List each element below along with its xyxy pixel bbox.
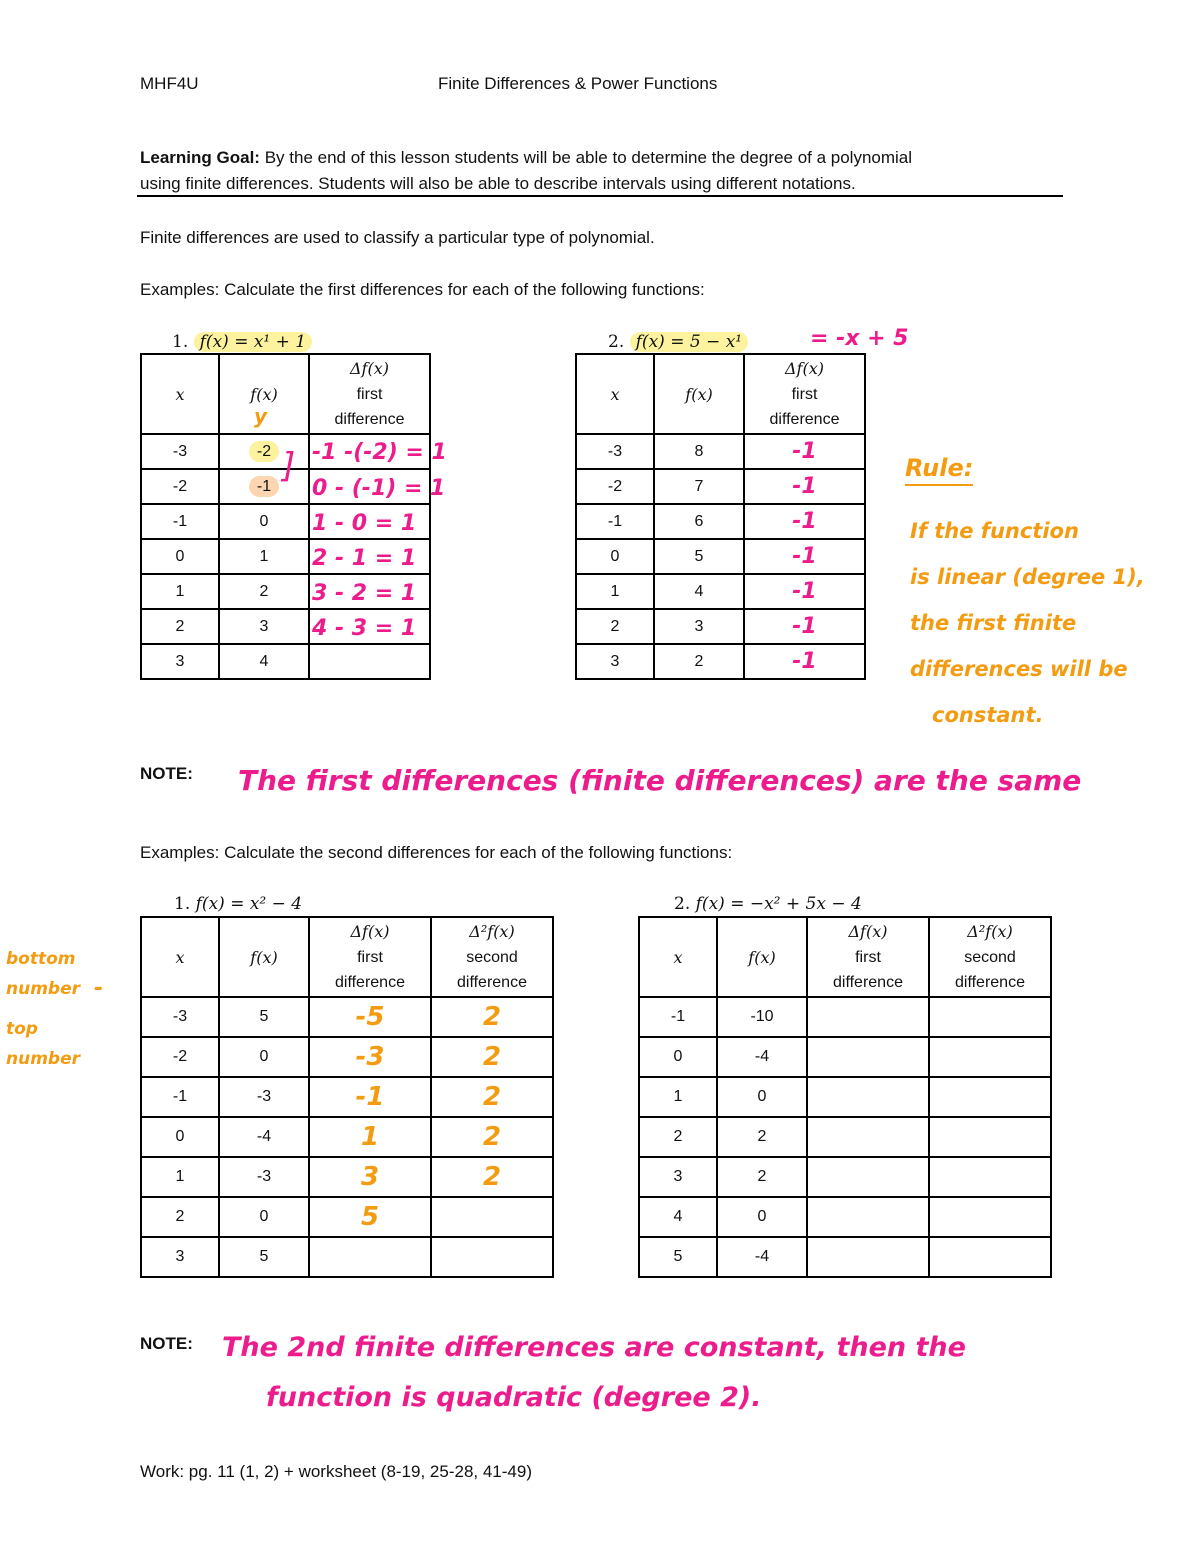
cell-x: 2: [639, 1117, 717, 1157]
table-row: [141, 1237, 553, 1277]
cell-x: -3: [141, 997, 219, 1037]
table2-head-x: x: [576, 354, 654, 434]
cell-d1: [807, 1077, 929, 1117]
side-note: [6, 944, 104, 1074]
table1-head-d1-a: first: [356, 386, 383, 403]
handwritten-diff: 4 - 3 = 1: [312, 616, 417, 641]
cell-x: -1: [141, 1077, 219, 1117]
cell-d1: -1: [744, 539, 865, 574]
table3-equation: f(x) = x² − 4: [195, 894, 303, 914]
cell-d1: [807, 1237, 929, 1277]
cell-x: 0: [576, 539, 654, 574]
examples-second-prompt: Examples: Calculate the second differences for each of the following functions:: [140, 843, 733, 862]
cell-x: -2: [141, 1037, 219, 1077]
table4-equation: f(x) = −x² + 5x − 4: [695, 894, 862, 914]
table4-head-d2: [929, 917, 1051, 997]
handwritten-diff: 3 - 2 = 1: [312, 581, 417, 606]
cell-x: 1: [141, 1157, 219, 1197]
side-note-line: top: [6, 1019, 38, 1039]
cell-x: 0: [639, 1037, 717, 1077]
rule-text: [910, 508, 1190, 738]
table2-equation: f(x) = 5 − x¹: [630, 332, 748, 352]
table3-head-d1-a: first: [357, 949, 383, 966]
table2-head-d1-symbol: Δf(x): [785, 359, 824, 378]
table4-head-d1-symbol: Δf(x): [848, 922, 888, 941]
cell-d1: -1: [744, 574, 865, 609]
table4-head-d2-b: difference: [955, 974, 1025, 991]
cell-d1: [807, 1117, 929, 1157]
cell-d1: 3: [309, 1157, 431, 1197]
cell-x: -2: [141, 469, 219, 504]
cell-fx-value: -1: [249, 476, 279, 497]
cell-d1: -3: [309, 1037, 431, 1077]
intro-text: Finite differences are used to classify a particular type of polynomial.: [140, 228, 655, 247]
cell-d2: [929, 997, 1051, 1037]
table-row: [639, 1157, 1051, 1197]
cell-x: 3: [141, 644, 219, 679]
table-row: [639, 997, 1051, 1037]
cell-x: 2: [141, 609, 219, 644]
table4-head-d2-a: second: [964, 949, 1016, 966]
table3-title: [174, 894, 302, 914]
cell-fx: 5: [219, 997, 309, 1037]
cell-d1: -1: [744, 644, 865, 679]
table-row: [141, 644, 430, 679]
cell-x: -1: [141, 504, 219, 539]
cell-x: 3: [141, 1237, 219, 1277]
cell-d1: 5: [309, 1197, 431, 1237]
table2-first-differences: [575, 353, 866, 680]
cell-fx: 2: [717, 1117, 807, 1157]
cell-d2: [929, 1157, 1051, 1197]
cell-x: -2: [576, 469, 654, 504]
cell-d2: 2: [431, 1157, 553, 1197]
cell-fx: 1: [219, 539, 309, 574]
learning-goal-line1: By the end of this lesson students will be able to determine the degree of a polynomial: [264, 148, 913, 167]
table-row: [639, 1237, 1051, 1277]
cell-x: 3: [639, 1157, 717, 1197]
table1-head-d1-b: difference: [334, 411, 405, 428]
table4-number: 2.: [674, 894, 691, 914]
cell-fx: 0: [717, 1077, 807, 1117]
cell-d2: 2: [431, 1037, 553, 1077]
table1-head-x: x: [141, 354, 219, 434]
cell-d1: [807, 1197, 929, 1237]
table-row: [639, 1037, 1051, 1077]
note1-handwriting: The first differences (finite differences) are the same: [238, 764, 1082, 797]
cell-d2: [431, 1237, 553, 1277]
cell-x: 2: [141, 1197, 219, 1237]
table3-number: 1.: [174, 894, 191, 914]
cell-fx: -3: [219, 1157, 309, 1197]
table4-head-d1: [807, 917, 929, 997]
cell-d2: [929, 1077, 1051, 1117]
table-row: [639, 1197, 1051, 1237]
handwritten-diff: -1 -(-2) = 1: [312, 440, 447, 465]
table-row: [141, 1037, 553, 1077]
cell-fx: 5: [654, 539, 744, 574]
cell-fx: 0: [717, 1197, 807, 1237]
table4-head-d2-symbol: Δ²f(x): [967, 922, 1013, 941]
note2-label: NOTE:: [140, 1334, 193, 1353]
cell-d2: [929, 1117, 1051, 1157]
cell-fx: 0: [219, 504, 309, 539]
table-row: [576, 469, 865, 504]
course-code: MHF4U: [140, 74, 199, 93]
table3-head-d1-symbol: Δf(x): [350, 922, 390, 941]
table1-equation: f(x) = x¹ + 1: [194, 332, 312, 352]
table3-head-d2-symbol: Δ²f(x): [469, 922, 515, 941]
table-row: [141, 1197, 553, 1237]
rule-line: differences will be: [910, 657, 1128, 681]
cell-fx: 0: [219, 1197, 309, 1237]
note1-label: NOTE:: [140, 764, 193, 783]
table2-head-d1-b: difference: [769, 411, 840, 428]
cell-x: 5: [639, 1237, 717, 1277]
cell-d1: [807, 1037, 929, 1077]
table-row: [576, 644, 865, 679]
cell-fx: 3: [654, 609, 744, 644]
cell-d1: -1: [744, 504, 865, 539]
cell-x: 4: [639, 1197, 717, 1237]
cell-d2: [431, 1197, 553, 1237]
table4-head-d1-b: difference: [833, 974, 903, 991]
learning-goal-label: Learning Goal:: [140, 148, 260, 167]
cell-fx: [219, 434, 309, 469]
handwritten-y-label: y: [254, 404, 268, 428]
table3-head-d1-b: difference: [335, 974, 405, 991]
table1-number: 1.: [172, 332, 189, 352]
table3-head-d2-a: second: [466, 949, 518, 966]
cell-d1: 1: [309, 1117, 431, 1157]
cell-fx: 2: [219, 574, 309, 609]
table2-number: 2.: [608, 332, 625, 352]
cell-d1: [309, 644, 430, 679]
handwritten-diff: 1 - 0 = 1: [312, 511, 417, 536]
cell-fx: 6: [654, 504, 744, 539]
table-row: [576, 504, 865, 539]
cell-fx: 4: [219, 644, 309, 679]
cell-d2: 2: [431, 997, 553, 1037]
cell-x: 0: [141, 539, 219, 574]
cell-x: -3: [141, 434, 219, 469]
cell-x: 1: [576, 574, 654, 609]
cell-d1: -1: [309, 1077, 431, 1117]
cell-x: -1: [639, 997, 717, 1037]
table-row: [639, 1077, 1051, 1117]
cell-fx: -4: [219, 1117, 309, 1157]
cell-x: 2: [576, 609, 654, 644]
rule-line: constant.: [932, 703, 1044, 727]
cell-d1: -1: [744, 434, 865, 469]
table1-head-d1: [309, 354, 430, 434]
rule-line: the first finite: [910, 611, 1077, 635]
cell-fx: 3: [219, 609, 309, 644]
table4-head-x: x: [639, 917, 717, 997]
cell-x: 3: [576, 644, 654, 679]
table-row: [576, 539, 865, 574]
work-assignment: Work: pg. 11 (1, 2) + worksheet (8-19, 25-28, 41-49): [140, 1462, 532, 1481]
cell-fx: 5: [219, 1237, 309, 1277]
cell-d2: 2: [431, 1077, 553, 1117]
cell-d2: [929, 1197, 1051, 1237]
table3-head-fx: f(x): [219, 917, 309, 997]
table4-head-fx: f(x): [717, 917, 807, 997]
cell-fx: 2: [717, 1157, 807, 1197]
table4-second-differences: [638, 916, 1052, 1278]
rule-line: is linear (degree 1),: [910, 565, 1145, 589]
table-row: [141, 1077, 553, 1117]
rule-line: If the function: [910, 519, 1079, 543]
cell-x: -3: [576, 434, 654, 469]
cell-fx: 4: [654, 574, 744, 609]
table2-head-d1-a: first: [791, 386, 818, 403]
table3-second-differences: [140, 916, 554, 1278]
cell-x: 0: [141, 1117, 219, 1157]
table-row: [576, 434, 865, 469]
table3-head-x: x: [141, 917, 219, 997]
cell-fx: -10: [717, 997, 807, 1037]
cell-fx-value: -2: [249, 441, 279, 462]
rule-title: Rule:: [905, 454, 973, 486]
cell-d1: -1: [744, 609, 865, 644]
handwritten-rewrite: = -x + 5: [810, 326, 909, 351]
table4-head-d1-a: first: [855, 949, 881, 966]
side-note-line: number: [6, 1049, 81, 1069]
cell-d1: [309, 1237, 431, 1277]
table-row: [639, 1117, 1051, 1157]
table-row: [576, 609, 865, 644]
table2-head-fx: f(x): [654, 354, 744, 434]
learning-goal: [140, 145, 1060, 197]
cell-fx: [219, 469, 309, 504]
table1-head-fx: f(x): [219, 354, 309, 434]
bracket-mark: ]: [282, 446, 296, 486]
table1-head-d1-symbol: Δf(x): [350, 359, 389, 378]
note2-line2: function is quadratic (degree 2).: [266, 1382, 762, 1413]
cell-d2: [929, 1237, 1051, 1277]
cell-d1: [807, 1157, 929, 1197]
cell-fx: -3: [219, 1077, 309, 1117]
table-row: [576, 574, 865, 609]
cell-d1: -1: [744, 469, 865, 504]
cell-d2: [929, 1037, 1051, 1077]
cell-d1: [807, 997, 929, 1037]
cell-fx: 0: [219, 1037, 309, 1077]
page-title: Finite Differences & Power Functions: [438, 74, 718, 93]
divider: [137, 195, 1063, 197]
cell-d1: -5: [309, 997, 431, 1037]
handwritten-diff: 0 - (-1) = 1: [312, 476, 446, 501]
cell-fx: -4: [717, 1037, 807, 1077]
table2-head-d1: [744, 354, 865, 434]
examples-first-prompt: Examples: Calculate the first differences for each of the following functions:: [140, 280, 705, 299]
table3-head-d2: [431, 917, 553, 997]
table-row: [141, 997, 553, 1037]
handwritten-diff: 2 - 1 = 1: [312, 546, 417, 571]
table-row: [141, 1157, 553, 1197]
table4-title: [674, 894, 862, 914]
table-row: [141, 1117, 553, 1157]
cell-fx: 8: [654, 434, 744, 469]
table3-head-d2-b: difference: [457, 974, 527, 991]
side-note-line: bottom: [6, 949, 76, 969]
cell-d2: 2: [431, 1117, 553, 1157]
cell-fx: -4: [717, 1237, 807, 1277]
cell-fx: 2: [654, 644, 744, 679]
learning-goal-line2: using finite differences. Students will also be able to describe intervals using different notations.: [140, 174, 856, 193]
note2-line1: The 2nd finite differences are constant, then the: [222, 1332, 966, 1363]
table3-head-d1: [309, 917, 431, 997]
cell-x: 1: [639, 1077, 717, 1117]
side-note-minus: -: [94, 976, 104, 1001]
cell-x: 1: [141, 574, 219, 609]
cell-fx: 7: [654, 469, 744, 504]
table2-title: [608, 332, 748, 352]
side-note-line: number: [6, 979, 81, 999]
cell-x: -1: [576, 504, 654, 539]
table1-title: [172, 332, 312, 352]
